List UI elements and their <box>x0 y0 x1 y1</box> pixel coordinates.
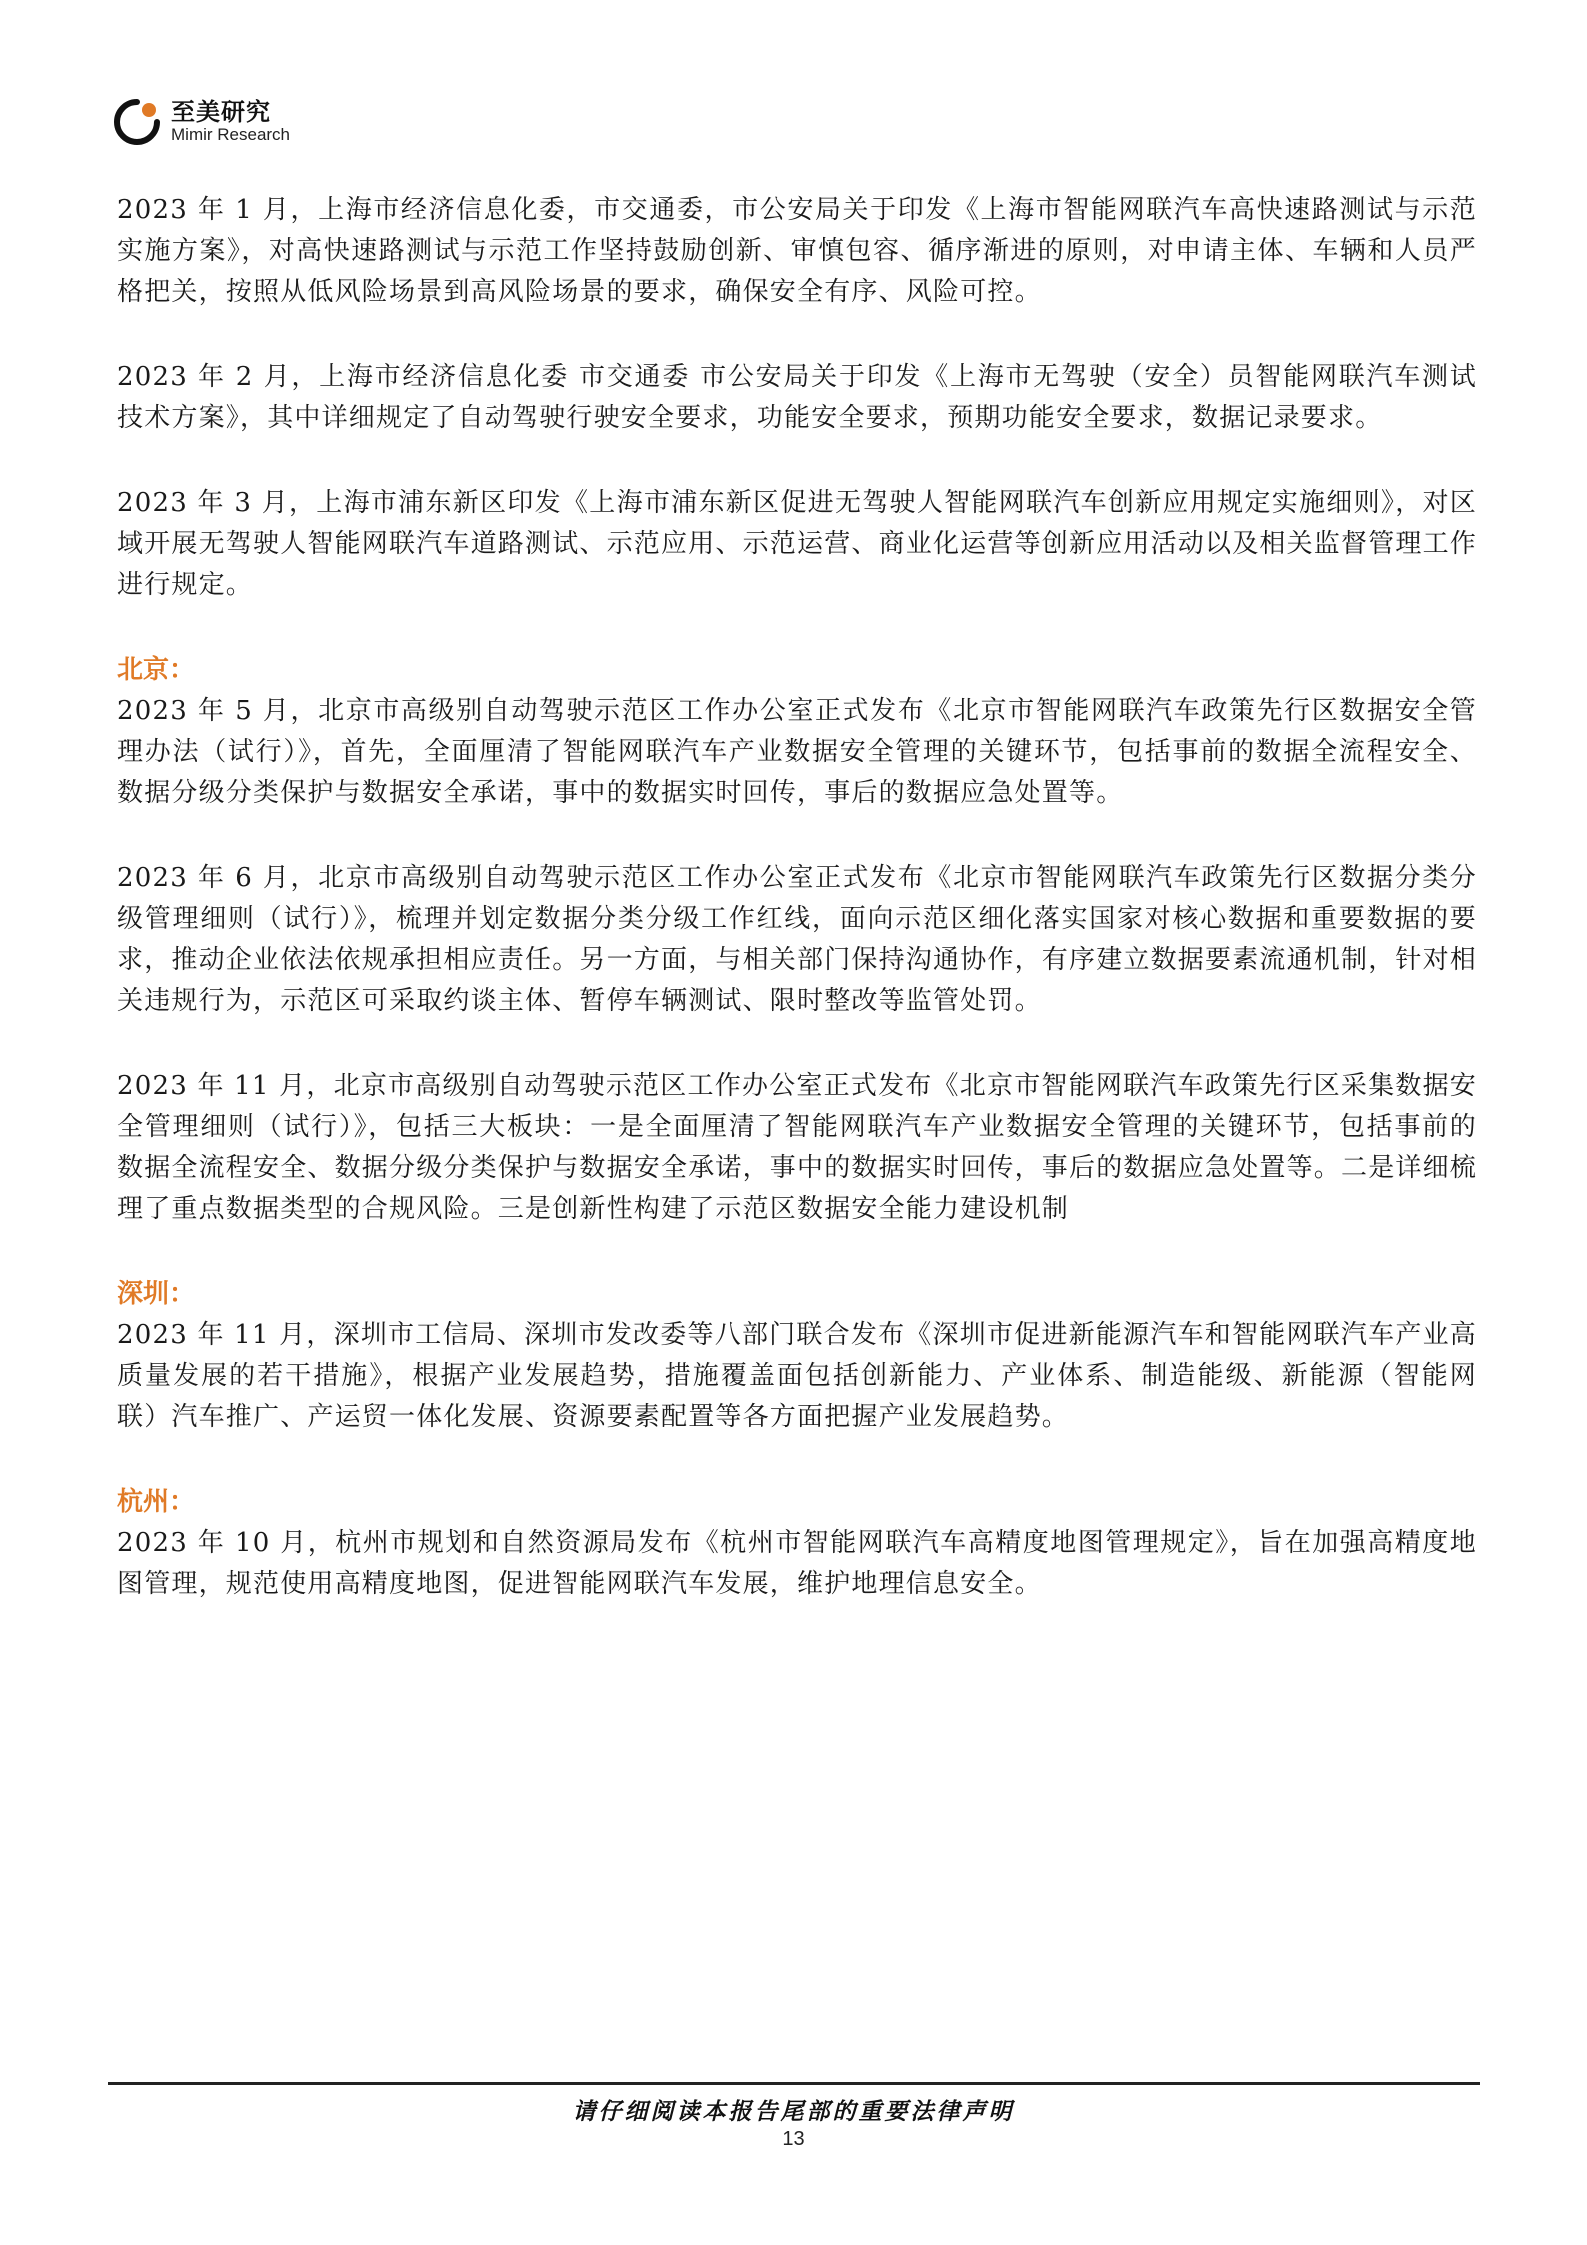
beijing-section-title: 北京： <box>117 655 196 685</box>
shanghai-paragraph-3: 2023 年 3 月，上海市浦东新区印发《上海市浦东新区促进无驾驶人智能网联汽车创新应用规定实施细则》，对区域开展无驾驶人智能网联汽车道路测试、示范应用、示范运营、商业化运营等创新应用活动以及相关监督管理工作进行规定。 <box>117 488 1478 600</box>
shanghai-paragraph-1: 2023 年 1 月，上海市经济信息化委，市交通委，市公安局关于印发《上海市智能网联汽车高快速路测试与示范实施方案》，对高快速路测试与示范工作坚持鼓励创新、审慎包容、循序渐进的原则，对申请主体、车辆和人员严格把关，按照从低风险场景到高风险场景的要求，确保安全有序、风险可控。 <box>117 195 1477 307</box>
beijing-paragraph-3: 2023 年 11 月，北京市高级别自动驾驶示范区工作办公室正式发布《北京市智能网联汽车政策先行区采集数据安全管理细则（试行）》，包括三大板块：一是全面厘清了智能网联汽车产业数据安全管理的关键环节，包括事前的数据全流程安全、数据分级分类保护与数据安全承诺，事中的数据实时回传，事后的数据应急处置等。二是详细梳理了重点数据类型的合规风险。三是创新性构建了示范区数据安全能力建设机制 <box>117 1071 1478 1224</box>
legal-disclaimer: 请仔细阅读本报告尾部的重要法律声明 <box>572 2098 1015 2125</box>
logo-chinese-name: 至美研究 <box>171 98 271 127</box>
shanghai-paragraph-2: 2023 年 2 月，上海市经济信息化委 市交通委 市公安局关于印发《上海市无驾驶（安全）员智能网联汽车测试技术方案》，其中详细规定了自动驾驶行驶安全要求，功能安全要求，预期功能安全要求，数据记录要求。 <box>117 362 1477 433</box>
shenzhen-section-title: 深圳： <box>117 1279 196 1309</box>
logo-text <box>171 99 290 144</box>
beijing-paragraph-2: 2023 年 6 月，北京市高级别自动驾驶示范区工作办公室正式发布《北京市智能网联汽车政策先行区数据分类分级管理细则（试行）》，梳理并划定数据分类分级工作红线，面向示范区细化落实国家对核心数据和重要数据的要求，推动企业依法依规承担相应责任。另一方面，与相关部门保持沟通协作，有序建立数据要素流通机制，针对相关违规行为，示范区可采取约谈主体、暂停车辆测试、限时整改等监管处罚。 <box>117 863 1478 1016</box>
document-body <box>117 190 1477 1649</box>
shenzhen-paragraph-1: 2023 年 11 月，深圳市工信局、深圳市发改委等八部门联合发布《深圳市促进新能源汽车和智能网联汽车产业高质量发展的若干措施》，根据产业发展趋势，措施覆盖面包括创新能力、产业体系、制造能级、新能源（智能网联）汽车推广、产运贸一体化发展、资源要素配置等各方面把握产业发展趋势。 <box>117 1320 1477 1432</box>
logo-english-name: Mimir Research <box>171 124 291 144</box>
report-header <box>113 92 290 152</box>
beijing-paragraph-1: 2023 年 5 月，北京市高级别自动驾驶示范区工作办公室正式发布《北京市智能网联汽车政策先行区数据安全管理办法（试行）》，首先，全面厘清了智能网联汽车产业数据安全管理的关键环节，包括事前的数据全流程安全、数据分级分类保护与数据安全承诺，事中的数据实时回传，事后的数据应急处置等。 <box>117 696 1477 808</box>
hangzhou-paragraph-1: 2023 年 10 月，杭州市规划和自然资源局发布《杭州市智能网联汽车高精度地图管理规定》，旨在加强高精度地图管理，规范使用高精度地图，促进智能网联汽车发展，维护地理信息安全。 <box>117 1528 1477 1599</box>
footer-divider <box>108 2082 1480 2085</box>
page-number: 13 <box>782 2128 805 2150</box>
mimir-logo-icon <box>113 98 161 146</box>
hangzhou-section-title: 杭州： <box>117 1487 196 1517</box>
